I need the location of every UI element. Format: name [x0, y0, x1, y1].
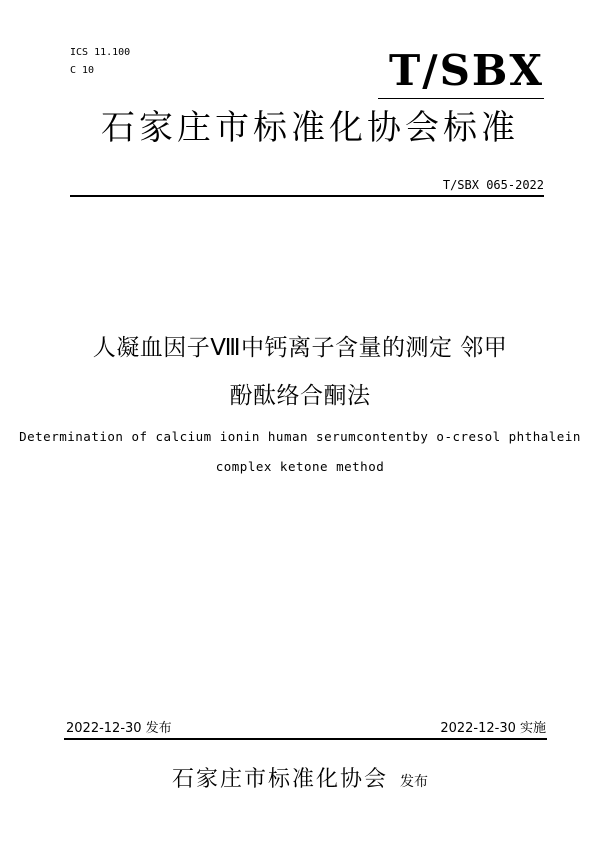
- publish-label: 发布: [400, 774, 428, 790]
- publisher-line: [0, 762, 600, 793]
- organization-title: 石家庄市标准化协会标准: [101, 108, 519, 148]
- standard-code: T/SBX: [388, 46, 544, 95]
- issue-date: 2022-12-30 发布: [66, 721, 172, 736]
- footer-rule: [64, 738, 547, 740]
- title-zh-line1: 人凝血因子Ⅷ中钙离子含量的测定 邻甲: [92, 335, 508, 361]
- title-zh-line2: 酚酞络合酮法: [229, 383, 371, 409]
- title-en-line1: Determination of calcium ionin human serumcontentby o-cresol phthalein: [19, 429, 581, 444]
- header-rule: [70, 195, 544, 197]
- header-thin-rule: [378, 98, 544, 99]
- ics-code: ICS 11.100: [70, 47, 131, 58]
- implementation-date: 2022-12-30 实施: [440, 721, 546, 736]
- standard-number: T/SBX 065-2022: [442, 178, 544, 192]
- title-en-line2: complex ketone method: [215, 459, 385, 474]
- publisher-name: 石家庄市标准化协会: [171, 767, 388, 792]
- ccs-code: C 10: [70, 65, 95, 76]
